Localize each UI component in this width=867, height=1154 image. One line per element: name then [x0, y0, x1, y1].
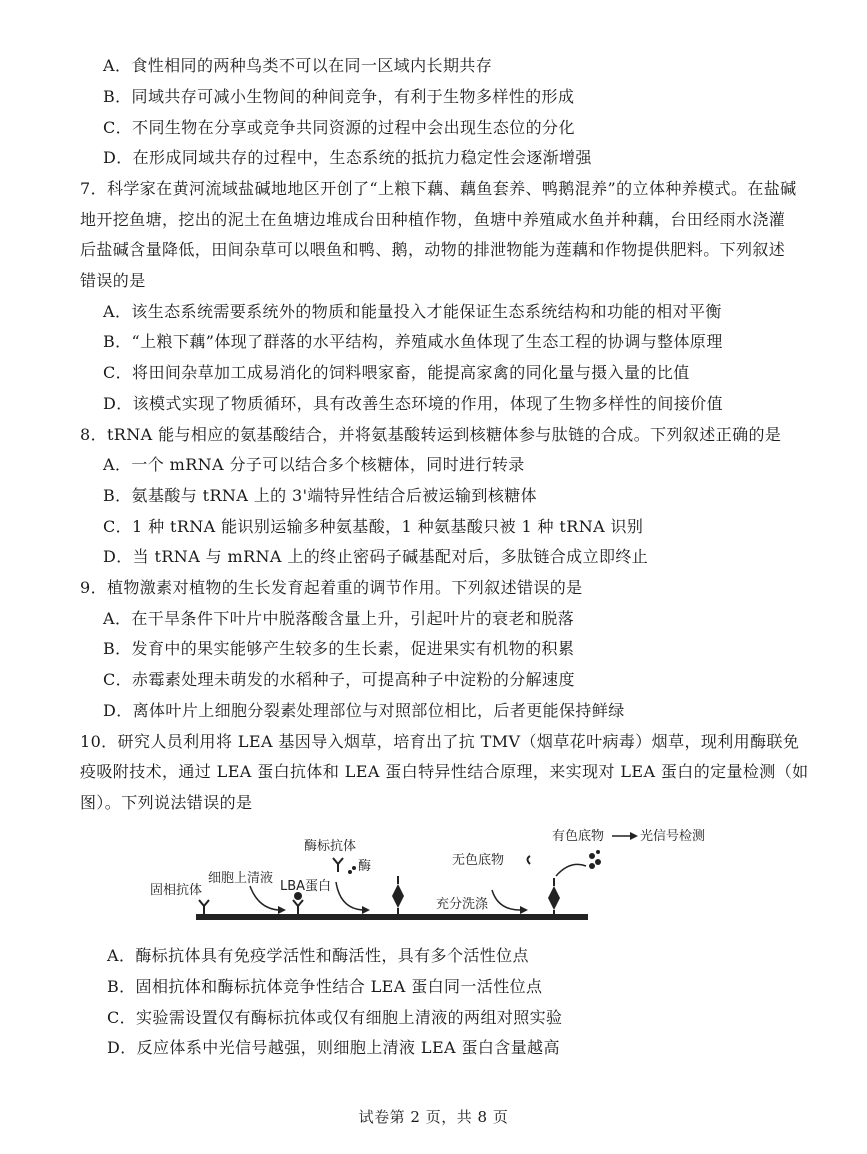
q7-stem-line-2: 地开挖鱼塘，挖出的泥土在鱼塘边堆成台田种植作物，鱼塘中养殖咸水鱼并种藕，台田经雨水浇灌: [80, 210, 786, 229]
arrow-2-head-icon: [362, 906, 370, 914]
solid-phase-plate: [196, 914, 588, 920]
q7-option-b: B．“上粮下藕”体现了群落的水平结构，养殖咸水鱼体现了生态工程的协调与整体原理: [103, 332, 723, 351]
q6-option-a: A．食性相同的两种鸟类不可以在同一区域内长期共存: [103, 56, 493, 75]
q7-stem-line-3: 后盐碱含量降低，田间杂草可以喂鱼和鸭、鹅，动物的排泄物能为莲藕和作物提供肥料。下列叙述: [80, 240, 786, 259]
q8-option-d: D．当 tRNA 与 mRNA 上的终止密码子碱基配对后，多肽链合成立即终止: [103, 547, 649, 566]
colored-product-icon: [589, 850, 601, 869]
q10-option-a: A．酶标抗体具有免疫学活性和酶活性，具有多个活性位点: [107, 946, 529, 965]
q9-option-d: D．离体叶片上细胞分裂素处理部位与对照部位相比，后者更能保持鲜绿: [103, 701, 625, 720]
arrow-3-head-icon: [520, 906, 528, 914]
antibody-with-protein-icon: [293, 900, 303, 914]
q10-stem-line-2: 疫吸附技术，通过 LEA 蛋白抗体和 LEA 蛋白特异性结合原理，来实现对 LEA 蛋白的定量检测（如: [80, 762, 809, 781]
signal-detect-label: 光信号检测: [640, 829, 706, 844]
arrow-1-head-icon: [278, 906, 286, 914]
q7-option-a: A．该生态系统需要系统外的物质和能量投入才能保证生态系统结构和功能的相对平衡: [103, 302, 722, 321]
q8-option-c: C．1 种 tRNA 能识别运输多种氨基酸，1 种氨基酸只被 1 种 tRNA 识别: [103, 517, 644, 536]
q6-option-c: C．不同生物在分享或竞争共同资源的过程中会出现生态位的分化: [103, 118, 575, 137]
q7-stem-line-1: 7．科学家在黄河流域盐碱地地区开创了“上粮下藕、藕鱼套养、鸭鹅混养”的立体种养模式。在盐碱: [80, 179, 797, 198]
arrow-3-icon: [492, 890, 520, 910]
wash-label: 充分洗涤: [436, 897, 489, 912]
sandwich-complex-1-icon: [392, 876, 404, 914]
elisa-diagram: [140, 820, 740, 930]
q10-option-c: C．实验需设置仅有酶标抗体或仅有细胞上清液的两组对照实验: [107, 1008, 563, 1027]
q7-option-c: C．将田间杂草加工成易消化的饲料喂家畜，能提高家禽的同化量与摄入量的比值: [103, 363, 690, 382]
q8-stem: 8．tRNA 能与相应的氨基酸结合，并将氨基酸转运到核糖体参与肽链的合成。下列叙述正确的是: [80, 425, 782, 444]
q6-option-d: D．在形成同域共存的过程中，生态系统的抵抗力稳定性会逐渐增强: [103, 148, 592, 167]
arrow-4-icon: [556, 864, 586, 876]
q9-option-c: C．赤霉素处理未萌发的水稻种子，可提高种子中淀粉的分解速度: [103, 670, 575, 689]
q6-option-b: B．同域共存可减小生物间的种间竞争，有利于生物多样性的形成: [103, 87, 575, 106]
page-footer: 试卷第 2 页，共 8 页: [358, 1108, 509, 1126]
solid-antibody-label: 固相抗体: [150, 883, 203, 898]
sandwich-complex-2-icon: [548, 878, 560, 914]
enzyme-dot-2-icon: [352, 866, 356, 870]
q10-option-d: D．反应体系中光信号越强，则细胞上清液 LEA 蛋白含量越高: [107, 1038, 560, 1057]
solid-antibody-icon: [199, 900, 209, 914]
enzyme-antibody-icon: [333, 858, 343, 872]
colorless-substrate-label: 无色底物: [452, 853, 505, 868]
q9-option-b: B．发育中的果实能够产生较多的生长素，促进果实有机物的积累: [103, 639, 575, 658]
q7-stem-line-4: 错误的是: [80, 271, 146, 290]
arrow-1-icon: [250, 886, 278, 910]
enzyme-antibody-label: 酶标抗体: [304, 839, 357, 854]
q8-option-a: A．一个 mRNA 分子可以结合多个核糖体，同时进行转录: [103, 455, 525, 474]
supernatant-label: 细胞上清液: [208, 871, 274, 886]
lba-protein-label: LBA蛋白: [280, 879, 332, 894]
substrate-mark-icon: [528, 856, 531, 864]
q9-stem: 9．植物激素对植物的生长发育起着重的调节作用。下列叙述错误的是: [80, 578, 583, 597]
q9-option-a: A．在干旱条件下叶片中脱落酸含量上升，引起叶片的衰老和脱落: [103, 609, 575, 628]
q10-stem-line-3: 图）。下列说法错误的是: [80, 793, 253, 812]
enzyme-label: 酶: [358, 859, 372, 874]
signal-arrow-head-icon: [630, 832, 638, 840]
q10-option-b: B．固相抗体和酶标抗体竞争性结合 LEA 蛋白同一活性位点: [107, 977, 543, 996]
q8-option-b: B．氨基酸与 tRNA 上的 3'端特异性结合后被运输到核糖体: [103, 486, 538, 505]
enzyme-dot-1-icon: [348, 870, 352, 874]
arrow-2-icon: [336, 882, 362, 910]
q10-stem-line-1: 10．研究人员利用将 LEA 基因导入烟草，培育出了抗 TMV（烟草花叶病毒）烟草，现利用酶联免: [80, 732, 800, 751]
colored-substrate-label: 有色底物: [552, 829, 605, 844]
q7-option-d: D．该模式实现了物质循环，具有改善生态环境的作用，体现了生物多样性的间接价值: [103, 394, 724, 413]
